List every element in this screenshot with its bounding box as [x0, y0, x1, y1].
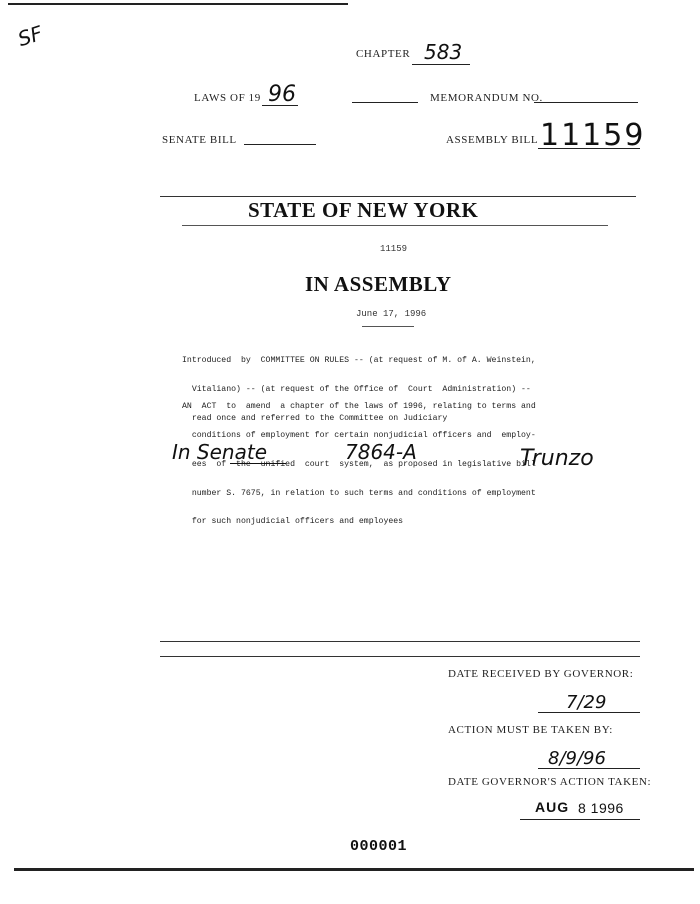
introduced-line: read once and referred to the Committee on Judiciary: [182, 413, 448, 423]
chapter-number: 583: [424, 40, 463, 64]
act-line: for such nonjudicial officers and employees: [182, 517, 404, 527]
sponsor-note: Trunzo: [520, 446, 594, 471]
introduced-line: Introduced by COMMITTEE ON RULES -- (at request of M. of A. Weinstein,: [182, 356, 536, 366]
bill-number: 11159: [380, 244, 408, 254]
memo-label: MEMORANDUM NO.: [430, 92, 543, 104]
action-blank: [538, 768, 640, 769]
top-rule: [8, 3, 348, 5]
chapter-label: CHAPTER: [356, 48, 411, 60]
introduced-line: Vitaliano) -- (at request of the Office of Court Administration) --: [182, 384, 531, 394]
assembly-bill-blank: [538, 148, 640, 149]
in-senate-note: In Senate: [172, 440, 268, 464]
assembly-bill-number: 11159: [540, 118, 646, 153]
senate-bill-blank: [244, 144, 316, 145]
senate-number-note: 7864-A: [345, 440, 417, 464]
state-title-rule-bottom: [182, 225, 608, 226]
lower-rule-2: [160, 656, 640, 657]
date-underline: [362, 326, 414, 327]
taken-blank: [520, 819, 640, 820]
laws-label: LAWS OF 19: [194, 92, 261, 104]
act-line: AN ACT to amend a chapter of the laws of 1996, relating to terms and: [182, 402, 536, 412]
state-title: STATE OF NEW YORK: [248, 198, 479, 222]
taken-day-year: 8 1996: [578, 800, 624, 816]
bill-date: June 17, 1996: [356, 309, 427, 319]
bottom-rule: [14, 868, 694, 871]
laws-year: 96: [268, 82, 296, 107]
action-date: 8/9/96: [548, 748, 606, 769]
page-number: 000001: [350, 838, 408, 855]
memo-blank: [534, 102, 638, 103]
state-title-rule-top: [160, 196, 636, 197]
act-paragraph: [182, 383, 536, 546]
taken-month: AUG: [535, 799, 570, 815]
act-line: number S. 7675, in relation to such terms and conditions of employment: [182, 488, 536, 498]
memo-prefix-blank: [352, 102, 418, 103]
lower-rule-1: [160, 641, 640, 642]
received-date: 7/29: [566, 692, 607, 713]
act-line: ees of the unified court system, as proposed in legislative bill: [182, 459, 536, 469]
laws-blank: [262, 105, 298, 106]
action-label: ACTION MUST BE TAKEN BY:: [448, 724, 613, 736]
in-senate-underline: [230, 463, 286, 464]
received-label: DATE RECEIVED BY GOVERNOR:: [448, 668, 634, 680]
chamber-title: IN ASSEMBLY: [305, 272, 452, 296]
senate-bill-label: SENATE BILL: [162, 134, 237, 146]
act-line: conditions of employment for certain nonjudicial officers and employ-: [182, 430, 536, 440]
received-blank: [538, 712, 640, 713]
assembly-bill-label: ASSEMBLY BILL: [446, 134, 539, 146]
taken-label: DATE GOVERNOR'S ACTION TAKEN:: [448, 776, 652, 788]
chapter-blank: [412, 64, 470, 65]
margin-note: SF: [14, 20, 46, 52]
